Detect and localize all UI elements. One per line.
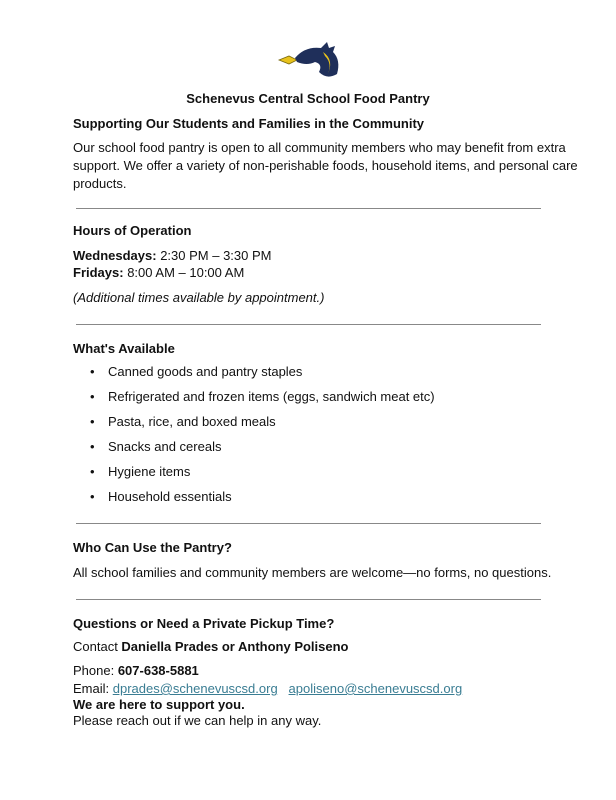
list-item: • Pasta, rice, and boxed meals — [90, 414, 276, 430]
phone-line — [73, 663, 199, 679]
dragon-logo — [275, 38, 345, 80]
list-item: • Snacks and cereals — [90, 439, 221, 455]
phone-number: 607-638-5881 — [117, 663, 199, 678]
hours-friday — [73, 265, 244, 281]
email-line — [73, 681, 462, 697]
wed-label: Wednesdays: — [73, 248, 157, 263]
support-text: We are here to support you. — [73, 697, 245, 712]
contact-line — [73, 639, 349, 655]
intro-heading: Supporting Our Students and Families in the Community — [73, 116, 425, 131]
email-label: Email: — [73, 681, 113, 696]
list-item: • Hygiene items — [90, 464, 190, 480]
contact-heading: Questions or Need a Private Pickup Time? — [73, 616, 335, 631]
list-item: • Canned goods and pantry staples — [90, 364, 302, 380]
closing-text: Please reach out if we can help in any way. — [73, 713, 322, 728]
fri-label: Fridays: — [73, 265, 124, 280]
who-text: All school families and community members are welcome—no forms, no questions. — [73, 565, 552, 580]
fri-time: 8:00 AM – 10:00 AM — [127, 265, 245, 280]
list-item: • Refrigerated and frozen items (eggs, sandwich meat etc) — [90, 389, 435, 405]
contact-names: Daniella Prades or Anthony Poliseno — [121, 639, 349, 654]
email-link-poliseno[interactable]: apoliseno@schenevuscsd.org — [288, 681, 463, 696]
hours-wednesday — [73, 248, 271, 264]
hours-note: (Additional times available by appointment.) — [73, 290, 325, 305]
wed-time: 2:30 PM – 3:30 PM — [160, 248, 272, 263]
hours-heading: Hours of Operation — [73, 223, 192, 238]
who-heading: Who Can Use the Pantry? — [73, 540, 232, 555]
contact-label: Contact — [73, 639, 122, 654]
intro-text: Our school food pantry is open to all community members who may benefit from extra — [73, 140, 566, 155]
phone-label: Phone: — [73, 663, 118, 678]
divider — [76, 599, 541, 600]
divider — [76, 324, 541, 325]
intro-text: products. — [73, 176, 127, 191]
email-link-prades[interactable]: dprades@schenevuscsd.org — [112, 681, 278, 696]
list-item: • Household essentials — [90, 489, 232, 505]
divider — [76, 208, 541, 209]
divider — [76, 523, 541, 524]
page-title: Schenevus Central School Food Pantry — [186, 91, 430, 106]
intro-text: support. We offer a variety of non-perishable foods, household items, and personal care — [73, 158, 578, 173]
available-heading: What's Available — [73, 341, 175, 356]
